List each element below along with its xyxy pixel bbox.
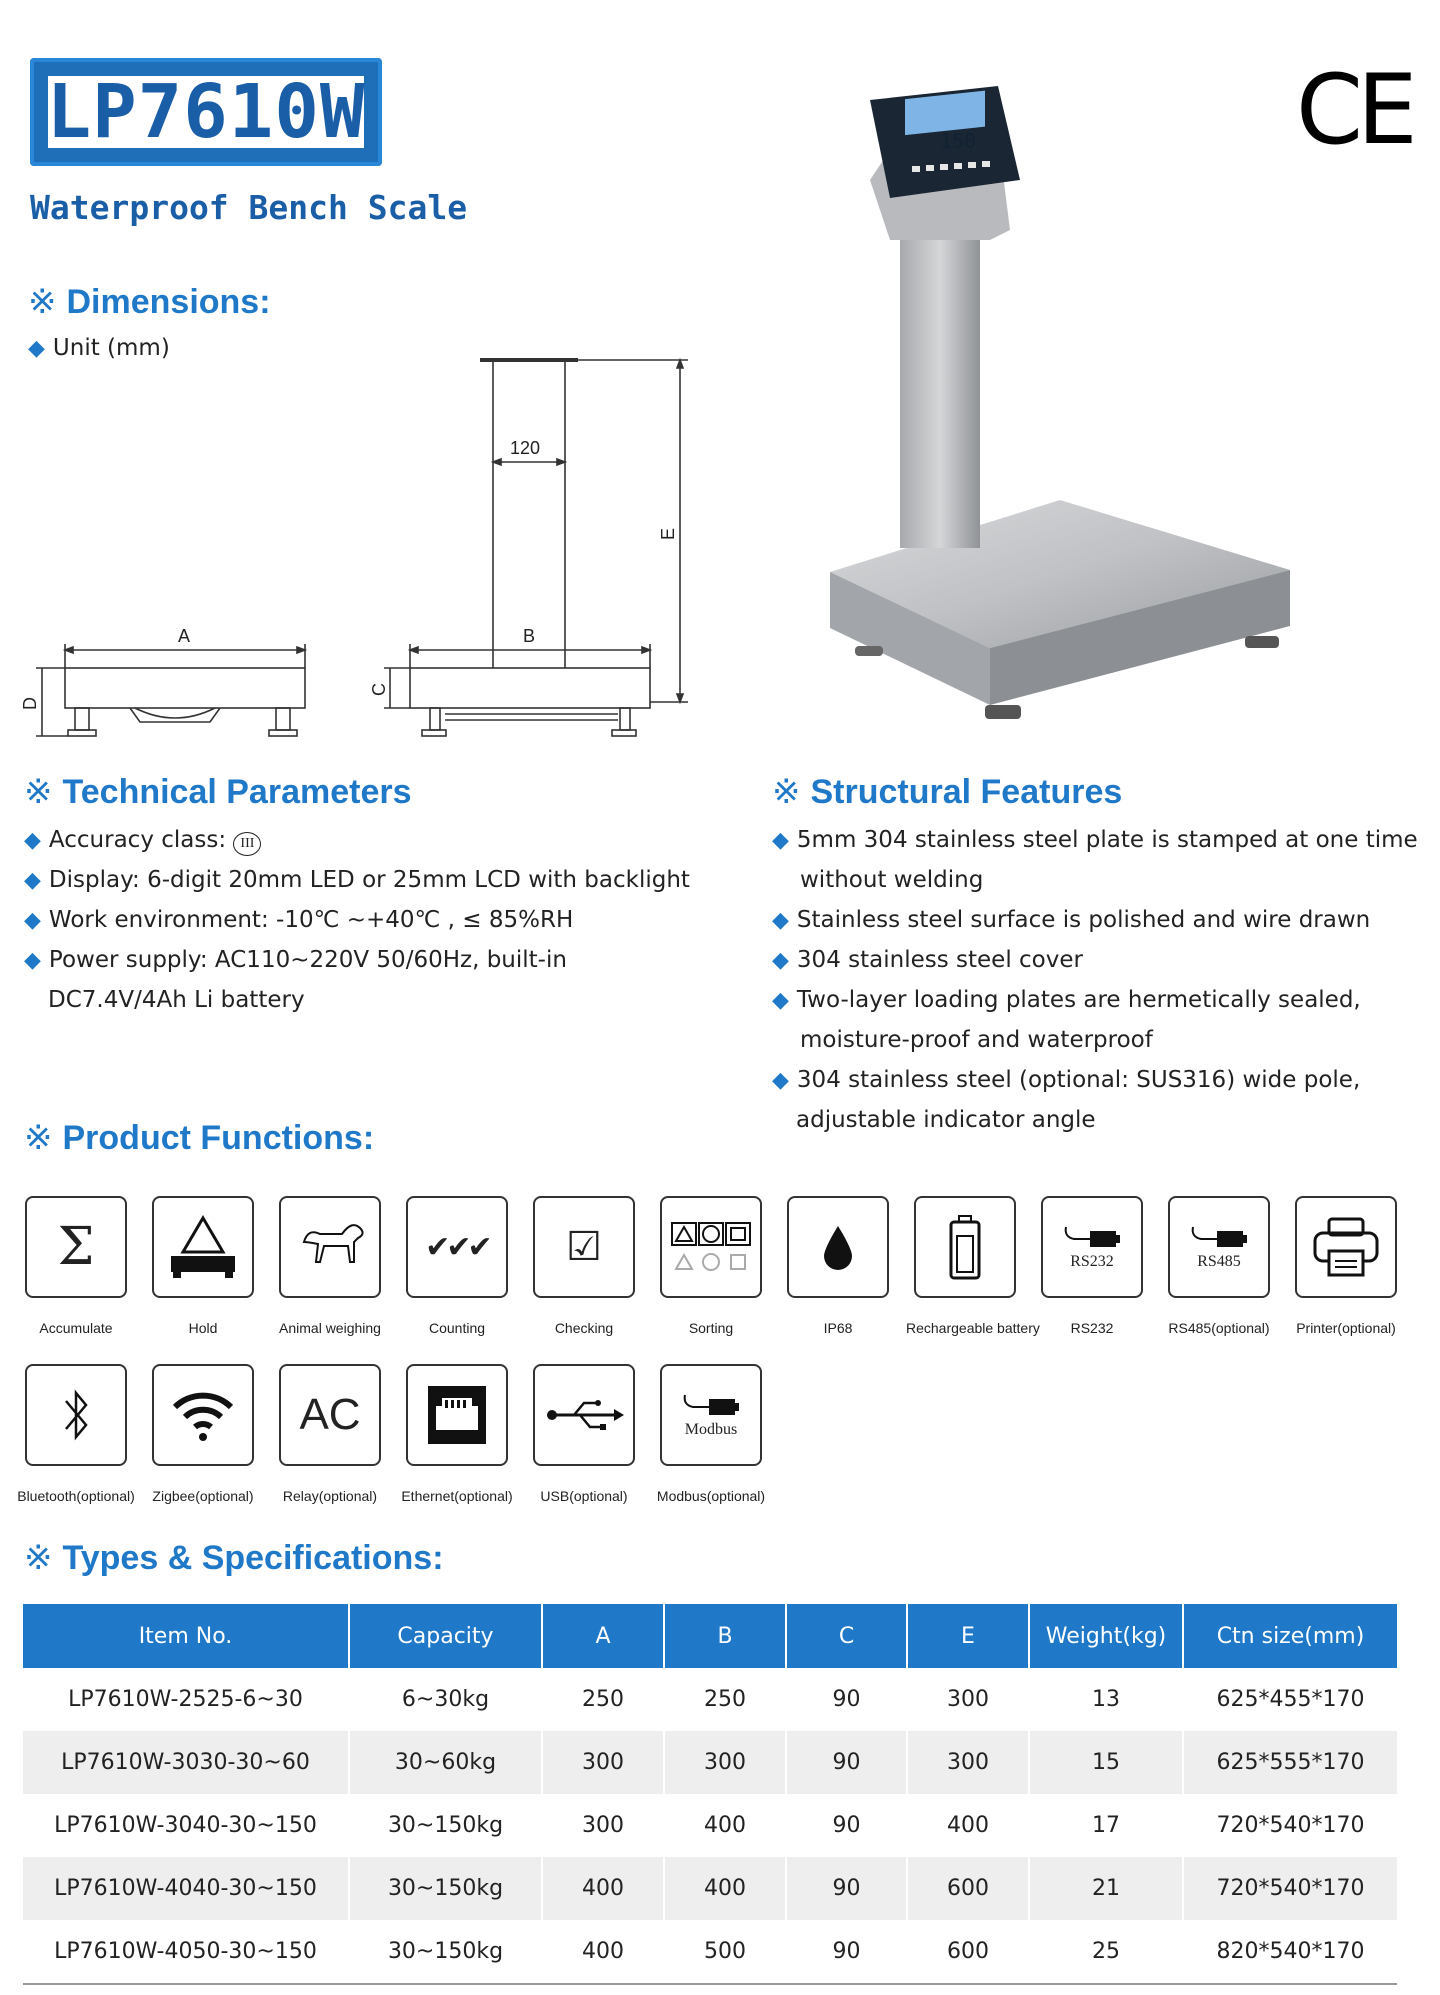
specs-heading: ※ Types & Specifications:: [24, 1539, 444, 1577]
bluetooth-icon: [25, 1364, 127, 1466]
table-cell: 17: [1029, 1794, 1183, 1857]
table-cell: 30~150kg: [349, 1794, 542, 1857]
table-row: [23, 1857, 1397, 1920]
table-cell: LP7610W-3030-30~60: [23, 1731, 349, 1794]
column-header: C: [786, 1604, 907, 1668]
table-cell: 400: [542, 1857, 664, 1920]
table-cell: 250: [542, 1668, 664, 1731]
usb-icon: [533, 1364, 635, 1466]
table-cell: 250: [664, 1668, 786, 1731]
dim-label-e: E: [658, 527, 678, 540]
ce-mark-icon: CE: [1296, 54, 1412, 166]
counting-icon: ✔✔✔: [406, 1196, 508, 1298]
table-cell: 300: [907, 1668, 1029, 1731]
function-ip68: IP68: [779, 1196, 897, 1336]
printer-icon: [1295, 1196, 1397, 1298]
struct-item-pole: ◆ 304 stainless steel (optional: SUS316) wide pole,: [772, 1067, 1361, 1093]
table-row: [23, 1920, 1397, 1984]
function-sorting: Sorting: [652, 1196, 770, 1336]
diamond-bullet-icon: ◆: [24, 868, 41, 893]
table-cell: 15: [1029, 1731, 1183, 1794]
rs232-icon: RS232: [1041, 1196, 1143, 1298]
table-cell: 6~30kg: [349, 1668, 542, 1731]
table-cell: 21: [1029, 1857, 1183, 1920]
table-cell: 600: [907, 1920, 1029, 1984]
function-ethernet: Ethernet(optional): [398, 1364, 516, 1504]
tech-item-environment: ◆ Work environment: -10℃ ~+40℃ , ≤ 85%RH: [24, 907, 574, 933]
function-rs232: RS232 RS232: [1033, 1196, 1151, 1336]
table-cell: 30~60kg: [349, 1731, 542, 1794]
function-modbus: Modbus Modbus(optional): [652, 1364, 770, 1504]
model-logo: [30, 58, 382, 166]
dimensions-heading: ※ Dimensions:: [28, 283, 271, 321]
table-cell: 625*455*170: [1216, 1687, 1365, 1712]
table-cell: 90: [786, 1857, 907, 1920]
table-cell: 13: [1029, 1668, 1183, 1731]
tech-item-power-cont: DC7.4V/4Ah Li battery: [48, 987, 305, 1013]
function-animal-weighing: Animal weighing: [271, 1196, 389, 1336]
column-header: A: [542, 1604, 664, 1668]
diamond-bullet-icon: ◆: [28, 336, 45, 361]
structural-heading: ※ Structural Features: [772, 773, 1123, 811]
table-cell: 90: [786, 1920, 907, 1984]
table-cell: 500: [664, 1920, 786, 1984]
function-relay: AC Relay(optional): [271, 1364, 389, 1504]
column-header: B: [664, 1604, 786, 1668]
column-header: Ctn size(mm): [1183, 1604, 1397, 1668]
column-header: E: [907, 1604, 1029, 1668]
table-cell: 400: [542, 1920, 664, 1984]
pole: [900, 240, 980, 548]
table-cell: 30~150kg: [349, 1920, 542, 1984]
hold-icon: [152, 1196, 254, 1298]
product-subtitle: Waterproof Bench Scale: [30, 188, 468, 227]
dimensions-unit: ◆ Unit (mm): [28, 335, 170, 361]
diamond-bullet-icon: ◆: [772, 948, 789, 973]
table-cell: 400: [907, 1794, 1029, 1857]
column-header: Item No.: [23, 1604, 349, 1668]
technical-heading: ※ Technical Parameters: [24, 773, 412, 811]
ac-icon: AC: [279, 1364, 381, 1466]
table-cell: 90: [786, 1668, 907, 1731]
table-row: [23, 1731, 1397, 1794]
tech-item-accuracy: ◆ Accuracy class: III: [24, 820, 261, 861]
table-header-row: [23, 1604, 1397, 1668]
struct-item-sealed: ◆ Two-layer loading plates are hermetically sealed,: [772, 987, 1361, 1013]
function-rs485: RS485 RS485(optional): [1160, 1196, 1278, 1336]
diamond-bullet-icon: ◆: [24, 908, 41, 933]
ethernet-icon: [406, 1364, 508, 1466]
table-cell: LP7610W-4040-30~150: [23, 1857, 349, 1920]
sigma-icon: Σ: [25, 1196, 127, 1298]
tech-item-display: ◆ Display: 6-digit 20mm LED or 25mm LCD with backlight: [24, 867, 690, 893]
table-cell: 720*540*170: [1183, 1857, 1397, 1920]
table-row: [23, 1794, 1397, 1857]
function-hold: Hold: [144, 1196, 262, 1336]
struct-item-plate: ◆ 5mm 304 stainless steel plate is stamped at one time: [772, 827, 1418, 853]
function-counting: ✔✔✔ Counting: [398, 1196, 516, 1336]
table-cell: 600: [907, 1857, 1029, 1920]
table-cell: 300: [907, 1731, 1029, 1794]
table-cell: 400: [664, 1794, 786, 1857]
column-header: Capacity: [349, 1604, 542, 1668]
table-cell: 720*540*170: [1216, 1813, 1365, 1838]
diamond-bullet-icon: ◆: [24, 948, 41, 973]
dim-label-a: A: [178, 626, 191, 646]
dog-icon: [279, 1196, 381, 1298]
dim-label-b: B: [523, 626, 536, 646]
diamond-bullet-icon: ◆: [772, 988, 789, 1013]
table-cell: LP7610W-3040-30~150: [23, 1794, 349, 1857]
dimension-drawing: [20, 350, 700, 750]
sorting-icon: [660, 1196, 762, 1298]
specs-table: [23, 1604, 1397, 1985]
struct-item-plate-cont: without welding: [800, 867, 984, 893]
table-cell: 400: [664, 1857, 786, 1920]
water-drop-icon: [787, 1196, 889, 1298]
table-cell: 90: [786, 1794, 907, 1857]
column-header: Weight(kg): [1029, 1604, 1183, 1668]
function-zigbee: Zigbee(optional): [144, 1364, 262, 1504]
struct-item-sealed-cont: moisture-proof and waterproof: [800, 1027, 1153, 1053]
table-cell: 625*555*170: [1183, 1731, 1397, 1794]
dim-label-c: C: [369, 683, 389, 696]
function-bluetooth: Bluetooth(optional): [17, 1364, 135, 1504]
function-checking: ☑ Checking: [525, 1196, 643, 1336]
table-cell: 820*540*170: [1183, 1920, 1397, 1984]
lcd-reading: 150: [940, 129, 977, 153]
accuracy-class-symbol: III: [233, 832, 261, 856]
table-cell: LP7610W-2525-6~30: [23, 1668, 349, 1731]
function-battery: Rechargeable battery: [906, 1196, 1024, 1336]
struct-item-cover: ◆ 304 stainless steel cover: [772, 947, 1083, 973]
battery-icon: [914, 1196, 1016, 1298]
table-cell: 300: [664, 1731, 786, 1794]
diamond-bullet-icon: ◆: [24, 828, 41, 853]
functions-heading: ※ Product Functions:: [24, 1119, 375, 1157]
table-cell: 90: [786, 1731, 907, 1794]
platform-side-b: [410, 668, 650, 708]
dim-label-d: D: [20, 697, 40, 710]
product-photo: [820, 80, 1300, 740]
function-accumulate: Σ Accumulate: [17, 1196, 135, 1336]
struct-item-surface: ◆ Stainless steel surface is polished and wire drawn: [772, 907, 1371, 933]
table-cell: 300: [542, 1794, 664, 1857]
function-printer: Printer(optional): [1287, 1196, 1405, 1336]
table-row: [23, 1668, 1397, 1731]
diamond-bullet-icon: ◆: [772, 1068, 789, 1093]
platform-side-a: [65, 668, 305, 708]
struct-item-pole-cont: adjustable indicator angle: [796, 1107, 1096, 1133]
table-cell: 300: [542, 1731, 664, 1794]
wifi-icon: [152, 1364, 254, 1466]
platform-underframe: [135, 708, 215, 718]
table-cell: 25: [1029, 1920, 1183, 1984]
modbus-icon: Modbus: [660, 1364, 762, 1466]
table-cell: LP7610W-4050-30~150: [23, 1920, 349, 1984]
diamond-bullet-icon: ◆: [772, 908, 789, 933]
rs485-icon: RS485: [1168, 1196, 1270, 1298]
checkbox-icon: ☑: [533, 1196, 635, 1298]
dim-label-pole-width: 120: [510, 438, 541, 458]
table-cell: 30~150kg: [349, 1857, 542, 1920]
model-logo-text: LP7610W: [46, 69, 366, 155]
diamond-bullet-icon: ◆: [772, 828, 789, 853]
function-usb: USB(optional): [525, 1364, 643, 1504]
tech-item-power: ◆ Power supply: AC110~220V 50/60Hz, built-in: [24, 947, 567, 973]
